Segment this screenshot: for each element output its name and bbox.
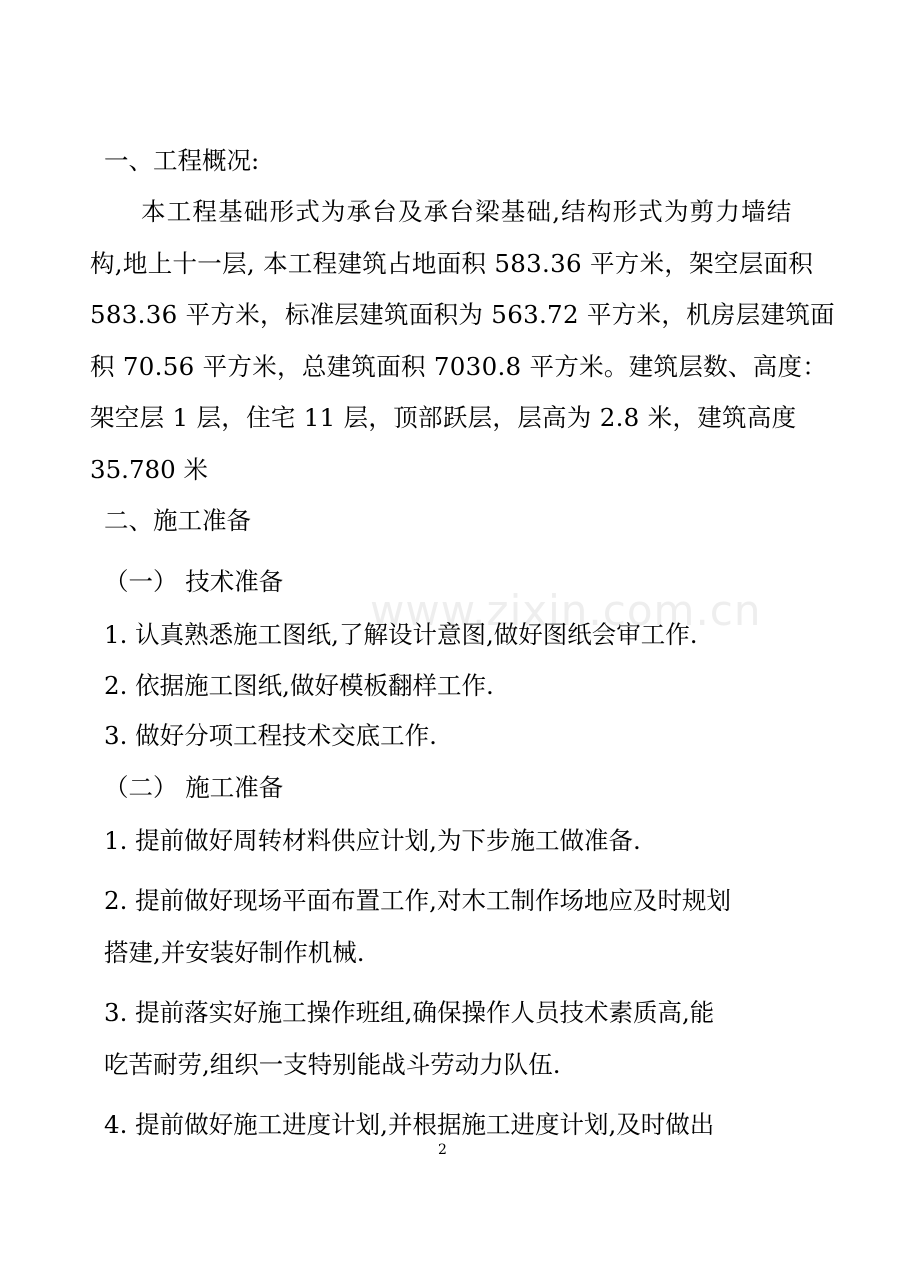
subsection-heading-technical: （一） 技术准备 [104,567,284,596]
paragraph-line: 积 70.56 平方米，总建筑面积 7030.8 平方米。建筑层数、高度： [90,352,828,381]
list-item: 2. 提前做好现场平面布置工作,对木工制作场地应及时规划 [104,886,731,915]
paragraph-line: 35.780 米 [90,455,209,484]
page-number: 2 [438,1142,447,1158]
section-heading-preparation: 二、施工准备 [104,506,251,535]
section-heading-overview: 一、工程概况: [104,146,260,175]
paragraph-line: 本工程基础形式为承台及承台梁基础,结构形式为剪力墙结 [141,197,793,226]
list-item: 2. 依据施工图纸,做好模板翻样工作. [104,671,494,700]
list-item: 3. 提前落实好施工操作班组,确保操作人员技术素质高,能 [104,998,715,1027]
watermark: www.zixin.com.cn [370,586,762,635]
list-item-continuation: 搭建,并安装好制作机械. [104,938,365,967]
subsection-heading-construction: （二） 施工准备 [104,773,284,802]
list-item: 3. 做好分项工程技术交底工作. [104,721,437,750]
list-item-continuation: 吃苦耐劳,组织一支特别能战斗劳动力队伍. [104,1050,561,1079]
list-item: 1. 认真熟悉施工图纸,了解设计意图,做好图纸会审工作. [104,620,698,649]
paragraph-line: 构,地上十一层, 本工程建筑占地面积 583.36 平方米，架空层面积 [90,249,814,278]
list-item: 4. 提前做好施工进度计划,并根据施工进度计划,及时做出 [104,1110,715,1139]
list-item: 1. 提前做好周转材料供应计划,为下步施工做准备. [104,826,641,855]
paragraph-line: 架空层 1 层，住宅 11 层，顶部跃层，层高为 2.8 米，建筑高度 [90,403,797,432]
paragraph-line: 583.36 平方米，标准层建筑面积为 563.72 平方米，机房层建筑面 [90,300,835,329]
